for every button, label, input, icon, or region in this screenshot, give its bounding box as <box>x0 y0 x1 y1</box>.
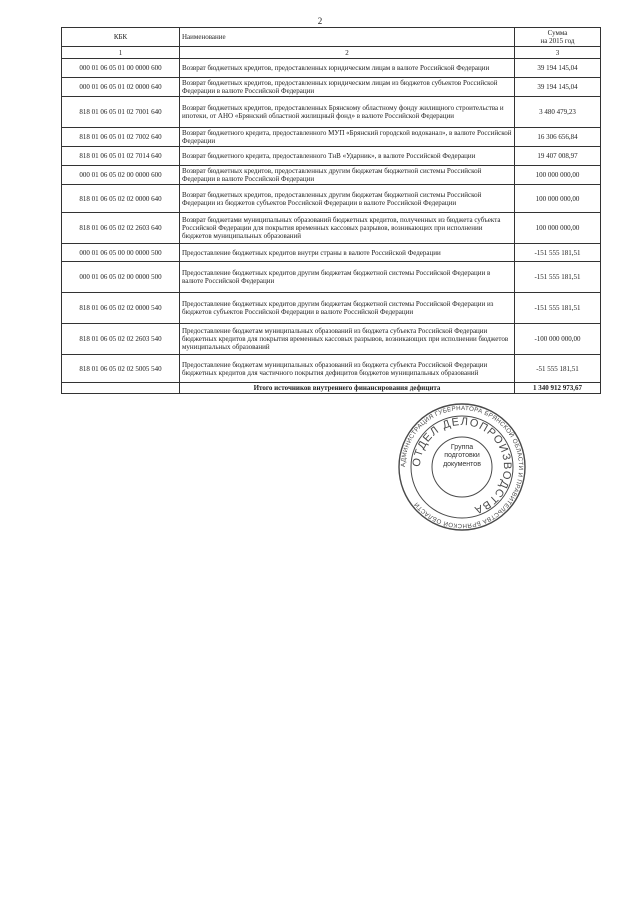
budget-table <box>61 27 601 394</box>
table-row <box>62 97 601 128</box>
table-row <box>62 59 601 78</box>
header-amount <box>515 28 601 47</box>
row-name: Возврат бюджетами муниципальных образований бюджетных кредитов, полученных из бюджета субъекта Российской Федерации для покрытия временных кассовых разрывов, возникающих при исполнении бюджетов муниципальных образований <box>180 213 515 244</box>
row-code: 818 01 06 05 02 02 2603 540 <box>62 324 180 355</box>
table-row <box>62 293 601 324</box>
table-row <box>62 213 601 244</box>
row-amount: -151 555 181,51 <box>515 262 601 293</box>
row-code: 818 01 06 05 02 02 5005 540 <box>62 355 180 383</box>
row-code: 000 01 06 05 02 00 0000 500 <box>62 262 180 293</box>
header-code: КБК <box>62 28 180 47</box>
stamp-center-line: документов <box>443 460 481 468</box>
table-row <box>62 262 601 293</box>
stamp-center-line: подготовки <box>444 452 480 460</box>
total-code-cell <box>62 383 180 394</box>
stamp-center-text <box>436 444 488 469</box>
row-amount: -51 555 181,51 <box>515 355 601 383</box>
total-amount: 1 340 912 973,67 <box>515 383 601 394</box>
row-amount: 3 480 479,23 <box>515 97 601 128</box>
table-row <box>62 324 601 355</box>
row-amount: 100 000 000,00 <box>515 185 601 213</box>
row-amount: 39 194 145,04 <box>515 78 601 97</box>
row-name: Предоставление бюджетам муниципальных образований из бюджета субъекта Российской Федерации бюджетных кредитов для покрытия временных кассовых разрывов, возникающих при исполнении бюджетов муниципальных образований <box>180 324 515 355</box>
total-label: Итого источников внутреннего финансирования дефицита <box>180 383 515 394</box>
row-name: Возврат бюджетных кредитов, предоставленных юридическим лицам в валюте Российской Федерации <box>180 59 515 78</box>
row-code: 818 01 06 05 01 02 7001 640 <box>62 97 180 128</box>
header-amount-line2: на 2015 год <box>540 37 575 46</box>
stamp-dept-text: ОТДЕЛ ДЕЛОПРОИЗВОДСТВА <box>410 415 514 517</box>
stamp-outer-text: АДМИНИСТРАЦИЯ ГУБЕРНАТОРА БРЯНСКОЙ ОБЛАСТИ И ПРАВИТЕЛЬСТВА БРЯНСКОЙ ОБЛАСТИ <box>399 404 525 530</box>
table-row <box>62 128 601 147</box>
row-name: Возврат бюджетных кредитов, предоставленных другим бюджетам бюджетной системы Российской Федерации в валюте Российской Федерации <box>180 166 515 185</box>
row-name: Предоставление бюджетам муниципальных образований из бюджета субъекта Российской Федерации бюджетных кредитов для частичного покрытия дефицитов бюджетов муниципальных образований <box>180 355 515 383</box>
header-amount-line1: Сумма <box>547 29 568 37</box>
row-name: Возврат бюджетного кредита, предоставленного ТнВ «Ударник», в валюте Российской Федерации <box>180 147 515 166</box>
table-row <box>62 185 601 213</box>
row-amount: 39 194 145,04 <box>515 59 601 78</box>
table-row <box>62 355 601 383</box>
row-code: 818 01 06 05 02 02 2603 640 <box>62 213 180 244</box>
header-name: Наименование <box>180 28 515 47</box>
table-row <box>62 78 601 97</box>
page-number: 2 <box>317 16 323 26</box>
row-name: Возврат бюджетных кредитов, предоставленных Брянскому областному фонду жилищного строительства и ипотеки, от АНО «Брянский областной жилищный фонд» в валюте Российской Федерации <box>180 97 515 128</box>
row-name: Возврат бюджетных кредитов, предоставленных юридическим лицам из бюджетов субъектов Российской Федерации в валюте Российской Федерации <box>180 78 515 97</box>
stamp-center-line: Группа <box>450 444 474 451</box>
row-name: Предоставление бюджетных кредитов внутри страны в валюте Российской Федерации <box>180 244 515 262</box>
row-amount: 100 000 000,00 <box>515 166 601 185</box>
row-name: Предоставление бюджетных кредитов другим бюджетам бюджетной системы Российской Федерации из бюджетов субъектов Российской Федерации в валюте Российской Федерации <box>180 293 515 324</box>
row-amount: 16 306 656,84 <box>515 128 601 147</box>
row-code: 818 01 06 05 01 02 7014 640 <box>62 147 180 166</box>
row-code: 818 01 06 05 02 02 0000 540 <box>62 293 180 324</box>
row-amount: -100 000 000,00 <box>515 324 601 355</box>
row-code: 000 01 06 05 01 00 0000 600 <box>62 59 180 78</box>
row-amount: -151 555 181,51 <box>515 293 601 324</box>
column-number: 1 <box>62 47 180 59</box>
row-amount: -151 555 181,51 <box>515 244 601 262</box>
table-row <box>62 166 601 185</box>
row-code: 000 01 06 05 00 00 0000 500 <box>62 244 180 262</box>
column-number: 3 <box>515 47 601 59</box>
row-code: 818 01 06 05 02 02 0000 640 <box>62 185 180 213</box>
row-code: 000 01 06 05 02 00 0000 600 <box>62 166 180 185</box>
column-number: 2 <box>180 47 515 59</box>
table-header-row <box>62 28 601 47</box>
row-code: 000 01 06 05 01 02 0000 640 <box>62 78 180 97</box>
row-amount: 100 000 000,00 <box>515 213 601 244</box>
row-name: Предоставление бюджетных кредитов другим бюджетам бюджетной системы Российской Федерации в валюте Российской Федерации <box>180 262 515 293</box>
row-amount: 19 407 008,97 <box>515 147 601 166</box>
row-name: Возврат бюджетных кредитов, предоставленных другим бюджетам бюджетной системы Российской Федерации из бюджетов субъектов Российской Федерации в валюте Российской Федерации <box>180 185 515 213</box>
total-row <box>62 383 601 394</box>
column-number-row <box>62 47 601 59</box>
row-code: 818 01 06 05 01 02 7002 640 <box>62 128 180 147</box>
row-name: Возврат бюджетного кредита, предоставленного МУП «Брянский городской водоканал», в валюте Российской Федерации <box>180 128 515 147</box>
table-row <box>62 244 601 262</box>
table-row <box>62 147 601 166</box>
